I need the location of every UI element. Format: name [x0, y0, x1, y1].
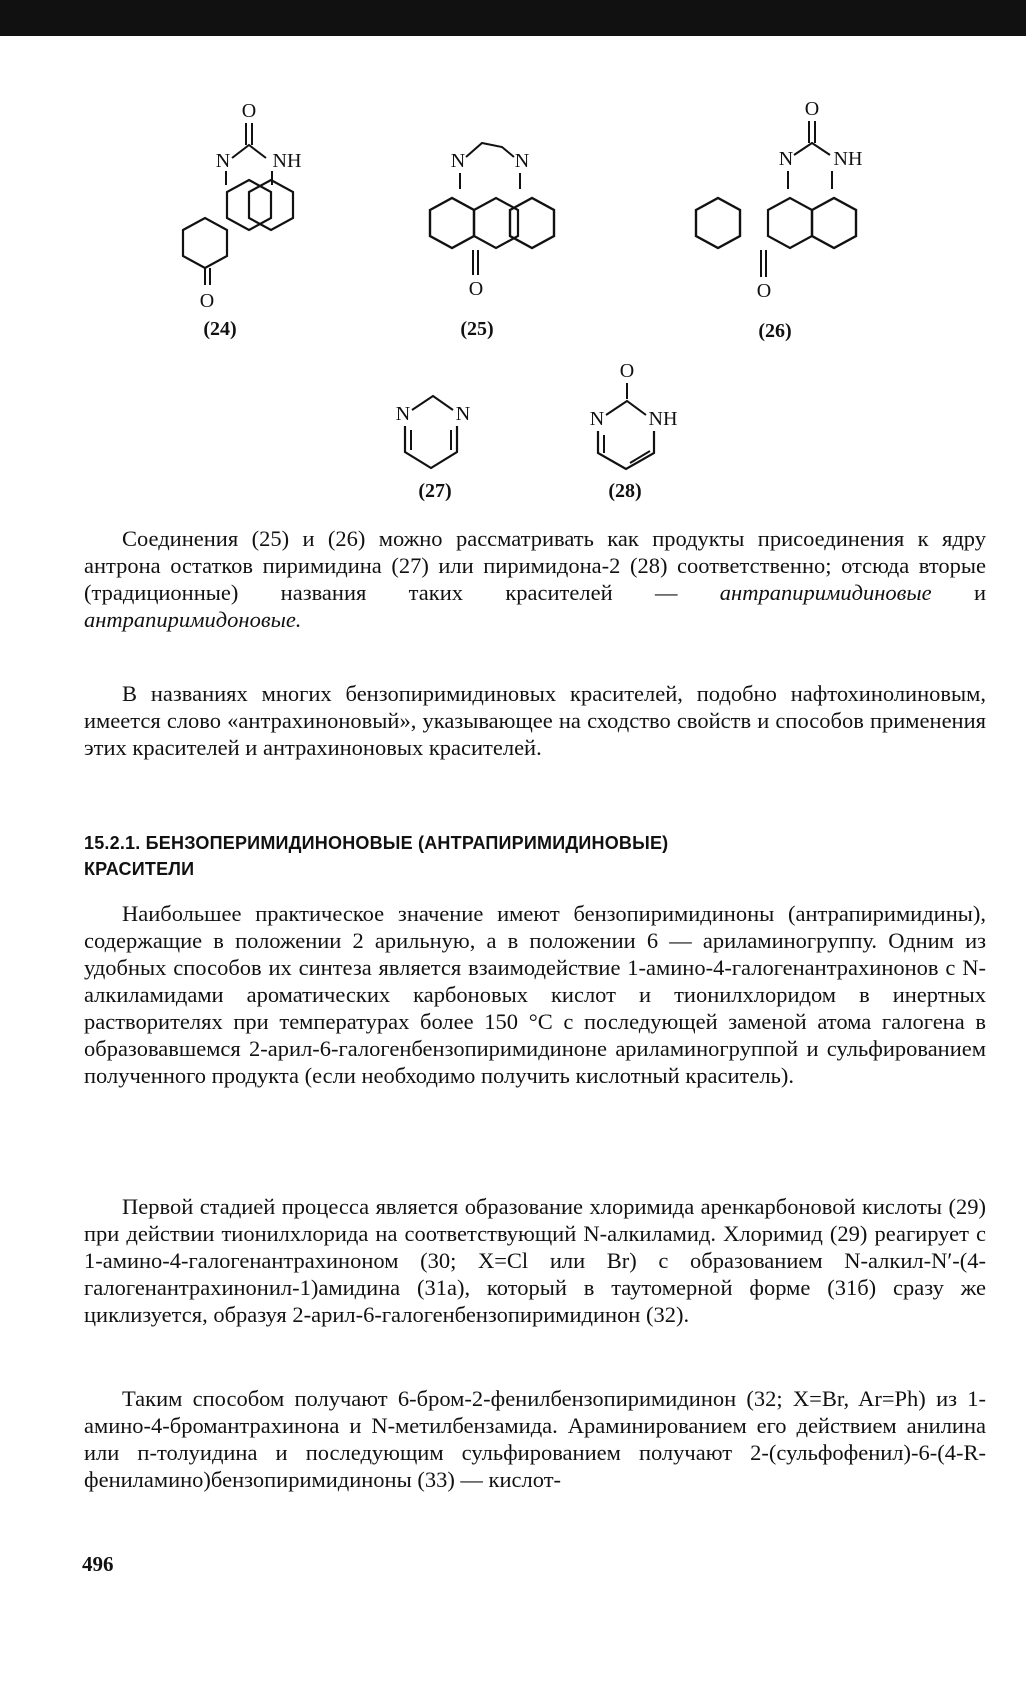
svg-text:N: N — [450, 150, 466, 172]
compound-26-structure — [690, 85, 890, 315]
svg-text:NH: NH — [272, 150, 302, 172]
section-heading-line-1: 15.2.1. БЕНЗОПЕРИМИДИНОНОВЫЕ (АНТРАПИРИМИДИНОВЫЕ) — [84, 833, 669, 853]
compound-label-27: (27) — [418, 480, 452, 502]
paragraph-1-conj: и — [931, 580, 986, 605]
section-heading-line-2: КРАСИТЕЛИ — [84, 859, 195, 879]
svg-text:N: N — [215, 150, 231, 172]
compound-25-structure — [400, 125, 560, 315]
compound-label-25: (25) — [460, 318, 494, 340]
page-number: 496 — [82, 1552, 114, 1576]
compound-24-structure — [160, 85, 310, 315]
paragraph-2 — [84, 680, 986, 761]
compound-label-28: (28) — [608, 480, 642, 502]
svg-text:N: N — [455, 403, 471, 425]
paragraph-5 — [84, 1385, 986, 1493]
svg-text:O: O — [241, 100, 257, 122]
svg-text:N: N — [395, 403, 411, 425]
section-heading — [84, 830, 984, 882]
svg-text:O: O — [756, 280, 772, 302]
svg-text:NH: NH — [833, 148, 863, 170]
paragraph-4 — [84, 1193, 986, 1328]
paragraph-1-text: Соединения (25) и (26) можно рассматривать как продукты присоединения к ядру антрона остатков пиримидина (27) или пиримидона-2 (28) соответственно; отсюда вторые (традиционные) названия таких красителей — — [84, 526, 986, 605]
svg-text:NH: NH — [648, 408, 678, 430]
paragraph-5-text: Таким способом получают 6-бром-2-фенилбензопиримидинон (32; X=Br, Ar=Ph) из 1-амино-4-бромантрахинона и N-метилбензамида. Араминированием его действием анилина или п-толуидина и последующим сульфированием получают 2-(сульфофенил)-6-(4-R-фениламино)бензопиримидиноны (33) — кислот- — [84, 1386, 986, 1492]
svg-text:O: O — [199, 290, 215, 312]
paragraph-3-text: Наибольшее практическое значение имеют бензопиримидиноны (антрапиримидины), содержащие в положении 2 арильную, а в положении 6 — ариламиногруппу. Одним из удобных способов их синтеза является взаимодействие 1-амино-4-галогенантрахинонов с N-алкиламидами ароматических карбоновых кислот и тионилхлоридом в инертных растворителях при температурах более 150 °C с последующей заменой атома галогена в образовавшемся 2-арил-6-галогенбензопиримидиноне ариламиногруппой и сульфированием полученного продукта (если необходимо получить кислотный краситель). — [84, 901, 986, 1088]
paragraph-1 — [84, 525, 986, 633]
compound-label-26: (26) — [758, 320, 792, 342]
compound-27-structure — [385, 390, 485, 490]
svg-text:N: N — [514, 150, 530, 172]
paragraph-3 — [84, 900, 986, 1089]
paragraph-1-italic-a: антрапиримидиновые — [719, 580, 932, 605]
page-top-edge — [0, 0, 1026, 36]
paragraph-2-text: В названиях многих бензопиримидиновых красителей, подобно нафтохинолиновым, имеется слово «антрахиноновый», указывающее на сходство свойств и способов применения этих красителей и антрахиноновых красителей. — [84, 681, 986, 760]
compound-label-24: (24) — [203, 318, 237, 340]
svg-text:N: N — [589, 408, 605, 430]
svg-text:O: O — [468, 278, 484, 300]
paragraph-1-italic-b: антрапиримидоновые. — [84, 607, 302, 632]
compound-28-structure — [570, 355, 690, 485]
paragraph-4-text: Первой стадией процесса является образование хлоримида аренкарбоновой кислоты (29) при действии тионилхлорида на соответствующий N-алкиламид. Хлоримид (29) реагирует с 1-амино-4-галогенантрахиноном (30; X=Cl или Br) с образованием N-алкил-N′-(4-галогенантрахинонил-1)амидина (31а), который в таутомерной форме (31б) сразу же циклизуется, образуя 2-арил-6-галогенбензопиримидинон (32). — [84, 1194, 986, 1327]
svg-text:N: N — [778, 148, 794, 170]
svg-text:O: O — [619, 360, 635, 382]
svg-text:O: O — [804, 98, 820, 120]
